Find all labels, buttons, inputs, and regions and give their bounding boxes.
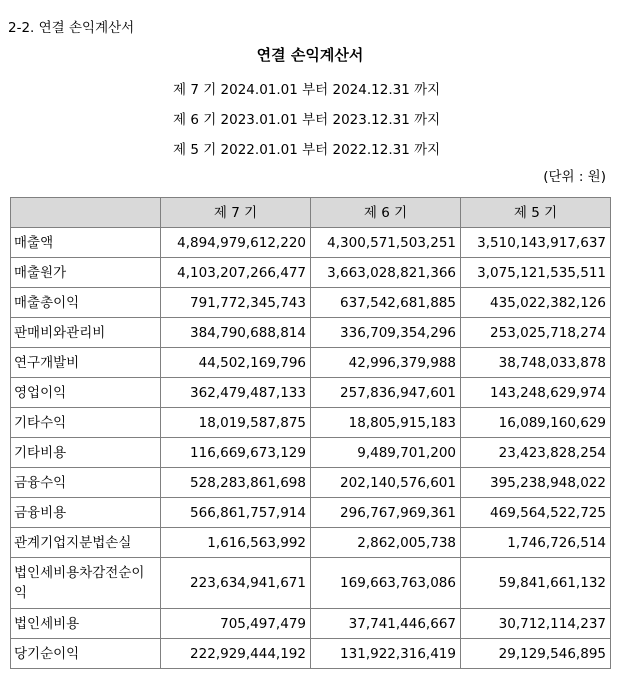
value-cell: 42,996,379,988: [311, 348, 461, 378]
statement-title: 연결 손익계산서: [256, 46, 364, 64]
row-label: 영업이익: [11, 378, 161, 408]
value-cell: 566,861,757,914: [161, 498, 311, 528]
row-label: 매출액: [11, 228, 161, 258]
value-cell: 637,542,681,885: [311, 288, 461, 318]
value-cell: 169,663,763,086: [311, 558, 461, 609]
value-cell: 16,089,160,629: [461, 408, 611, 438]
value-cell: 37,741,446,667: [311, 609, 461, 639]
period-line-7: 제 7 기 2024.01.01 부터 2024.12.31 까지: [173, 82, 441, 98]
value-cell: 1,616,563,992: [161, 528, 311, 558]
header-row: [11, 198, 611, 228]
income-statement-table: [10, 197, 611, 669]
table-row: [11, 228, 611, 258]
value-cell: 223,634,941,671: [161, 558, 311, 609]
unit-label: (단위 : 원): [543, 169, 606, 185]
value-cell: 44,502,169,796: [161, 348, 311, 378]
row-label: 연구개발비: [11, 348, 161, 378]
value-cell: 296,767,969,361: [311, 498, 461, 528]
table-row: [11, 408, 611, 438]
value-cell: 4,103,207,266,477: [161, 258, 311, 288]
table-row: [11, 288, 611, 318]
value-cell: 29,129,546,895: [461, 639, 611, 669]
table-row: [11, 609, 611, 639]
table-row: [11, 438, 611, 468]
value-cell: 131,922,316,419: [311, 639, 461, 669]
table-row: [11, 378, 611, 408]
row-label: 법인세비용: [11, 609, 161, 639]
value-cell: 257,836,947,601: [311, 378, 461, 408]
value-cell: 395,238,948,022: [461, 468, 611, 498]
value-cell: 3,075,121,535,511: [461, 258, 611, 288]
header-period-5: 제 5 기: [461, 198, 611, 228]
value-cell: 2,862,005,738: [311, 528, 461, 558]
value-cell: 9,489,701,200: [311, 438, 461, 468]
value-cell: 253,025,718,274: [461, 318, 611, 348]
table-row: [11, 318, 611, 348]
header-period-6: 제 6 기: [311, 198, 461, 228]
section-heading: 2-2. 연결 손익계산서: [8, 20, 135, 36]
value-cell: 528,283,861,698: [161, 468, 311, 498]
table-row: [11, 558, 611, 609]
value-cell: 116,669,673,129: [161, 438, 311, 468]
row-label: 매출총이익: [11, 288, 161, 318]
period-line-5: 제 5 기 2022.01.01 부터 2022.12.31 까지: [173, 142, 441, 158]
row-label: 금융비용: [11, 498, 161, 528]
value-cell: 469,564,522,725: [461, 498, 611, 528]
row-label: 금융수익: [11, 468, 161, 498]
row-label: 기타비용: [11, 438, 161, 468]
value-cell: 705,497,479: [161, 609, 311, 639]
value-cell: 791,772,345,743: [161, 288, 311, 318]
row-label: 당기순이익: [11, 639, 161, 669]
header-label: [11, 198, 161, 228]
value-cell: 3,663,028,821,366: [311, 258, 461, 288]
table-row: [11, 498, 611, 528]
value-cell: 30,712,114,237: [461, 609, 611, 639]
value-cell: 4,894,979,612,220: [161, 228, 311, 258]
row-label: 매출원가: [11, 258, 161, 288]
value-cell: 4,300,571,503,251: [311, 228, 461, 258]
table-row: [11, 468, 611, 498]
value-cell: 3,510,143,917,637: [461, 228, 611, 258]
table-row: [11, 639, 611, 669]
value-cell: 143,248,629,974: [461, 378, 611, 408]
value-cell: 59,841,661,132: [461, 558, 611, 609]
value-cell: 202,140,576,601: [311, 468, 461, 498]
value-cell: 384,790,688,814: [161, 318, 311, 348]
row-label: 판매비와관리비: [11, 318, 161, 348]
value-cell: 18,019,587,875: [161, 408, 311, 438]
value-cell: 1,746,726,514: [461, 528, 611, 558]
value-cell: 336,709,354,296: [311, 318, 461, 348]
value-cell: 362,479,487,133: [161, 378, 311, 408]
period-line-6: 제 6 기 2023.01.01 부터 2023.12.31 까지: [173, 112, 441, 128]
table-row: [11, 528, 611, 558]
header-period-7: 제 7 기: [161, 198, 311, 228]
value-cell: 222,929,444,192: [161, 639, 311, 669]
value-cell: 38,748,033,878: [461, 348, 611, 378]
value-cell: 23,423,828,254: [461, 438, 611, 468]
value-cell: 435,022,382,126: [461, 288, 611, 318]
row-label: 법인세비용차감전순이익: [11, 558, 161, 609]
table-row: [11, 348, 611, 378]
row-label: 관계기업지분법손실: [11, 528, 161, 558]
row-label: 기타수익: [11, 408, 161, 438]
value-cell: 18,805,915,183: [311, 408, 461, 438]
table-row: [11, 258, 611, 288]
